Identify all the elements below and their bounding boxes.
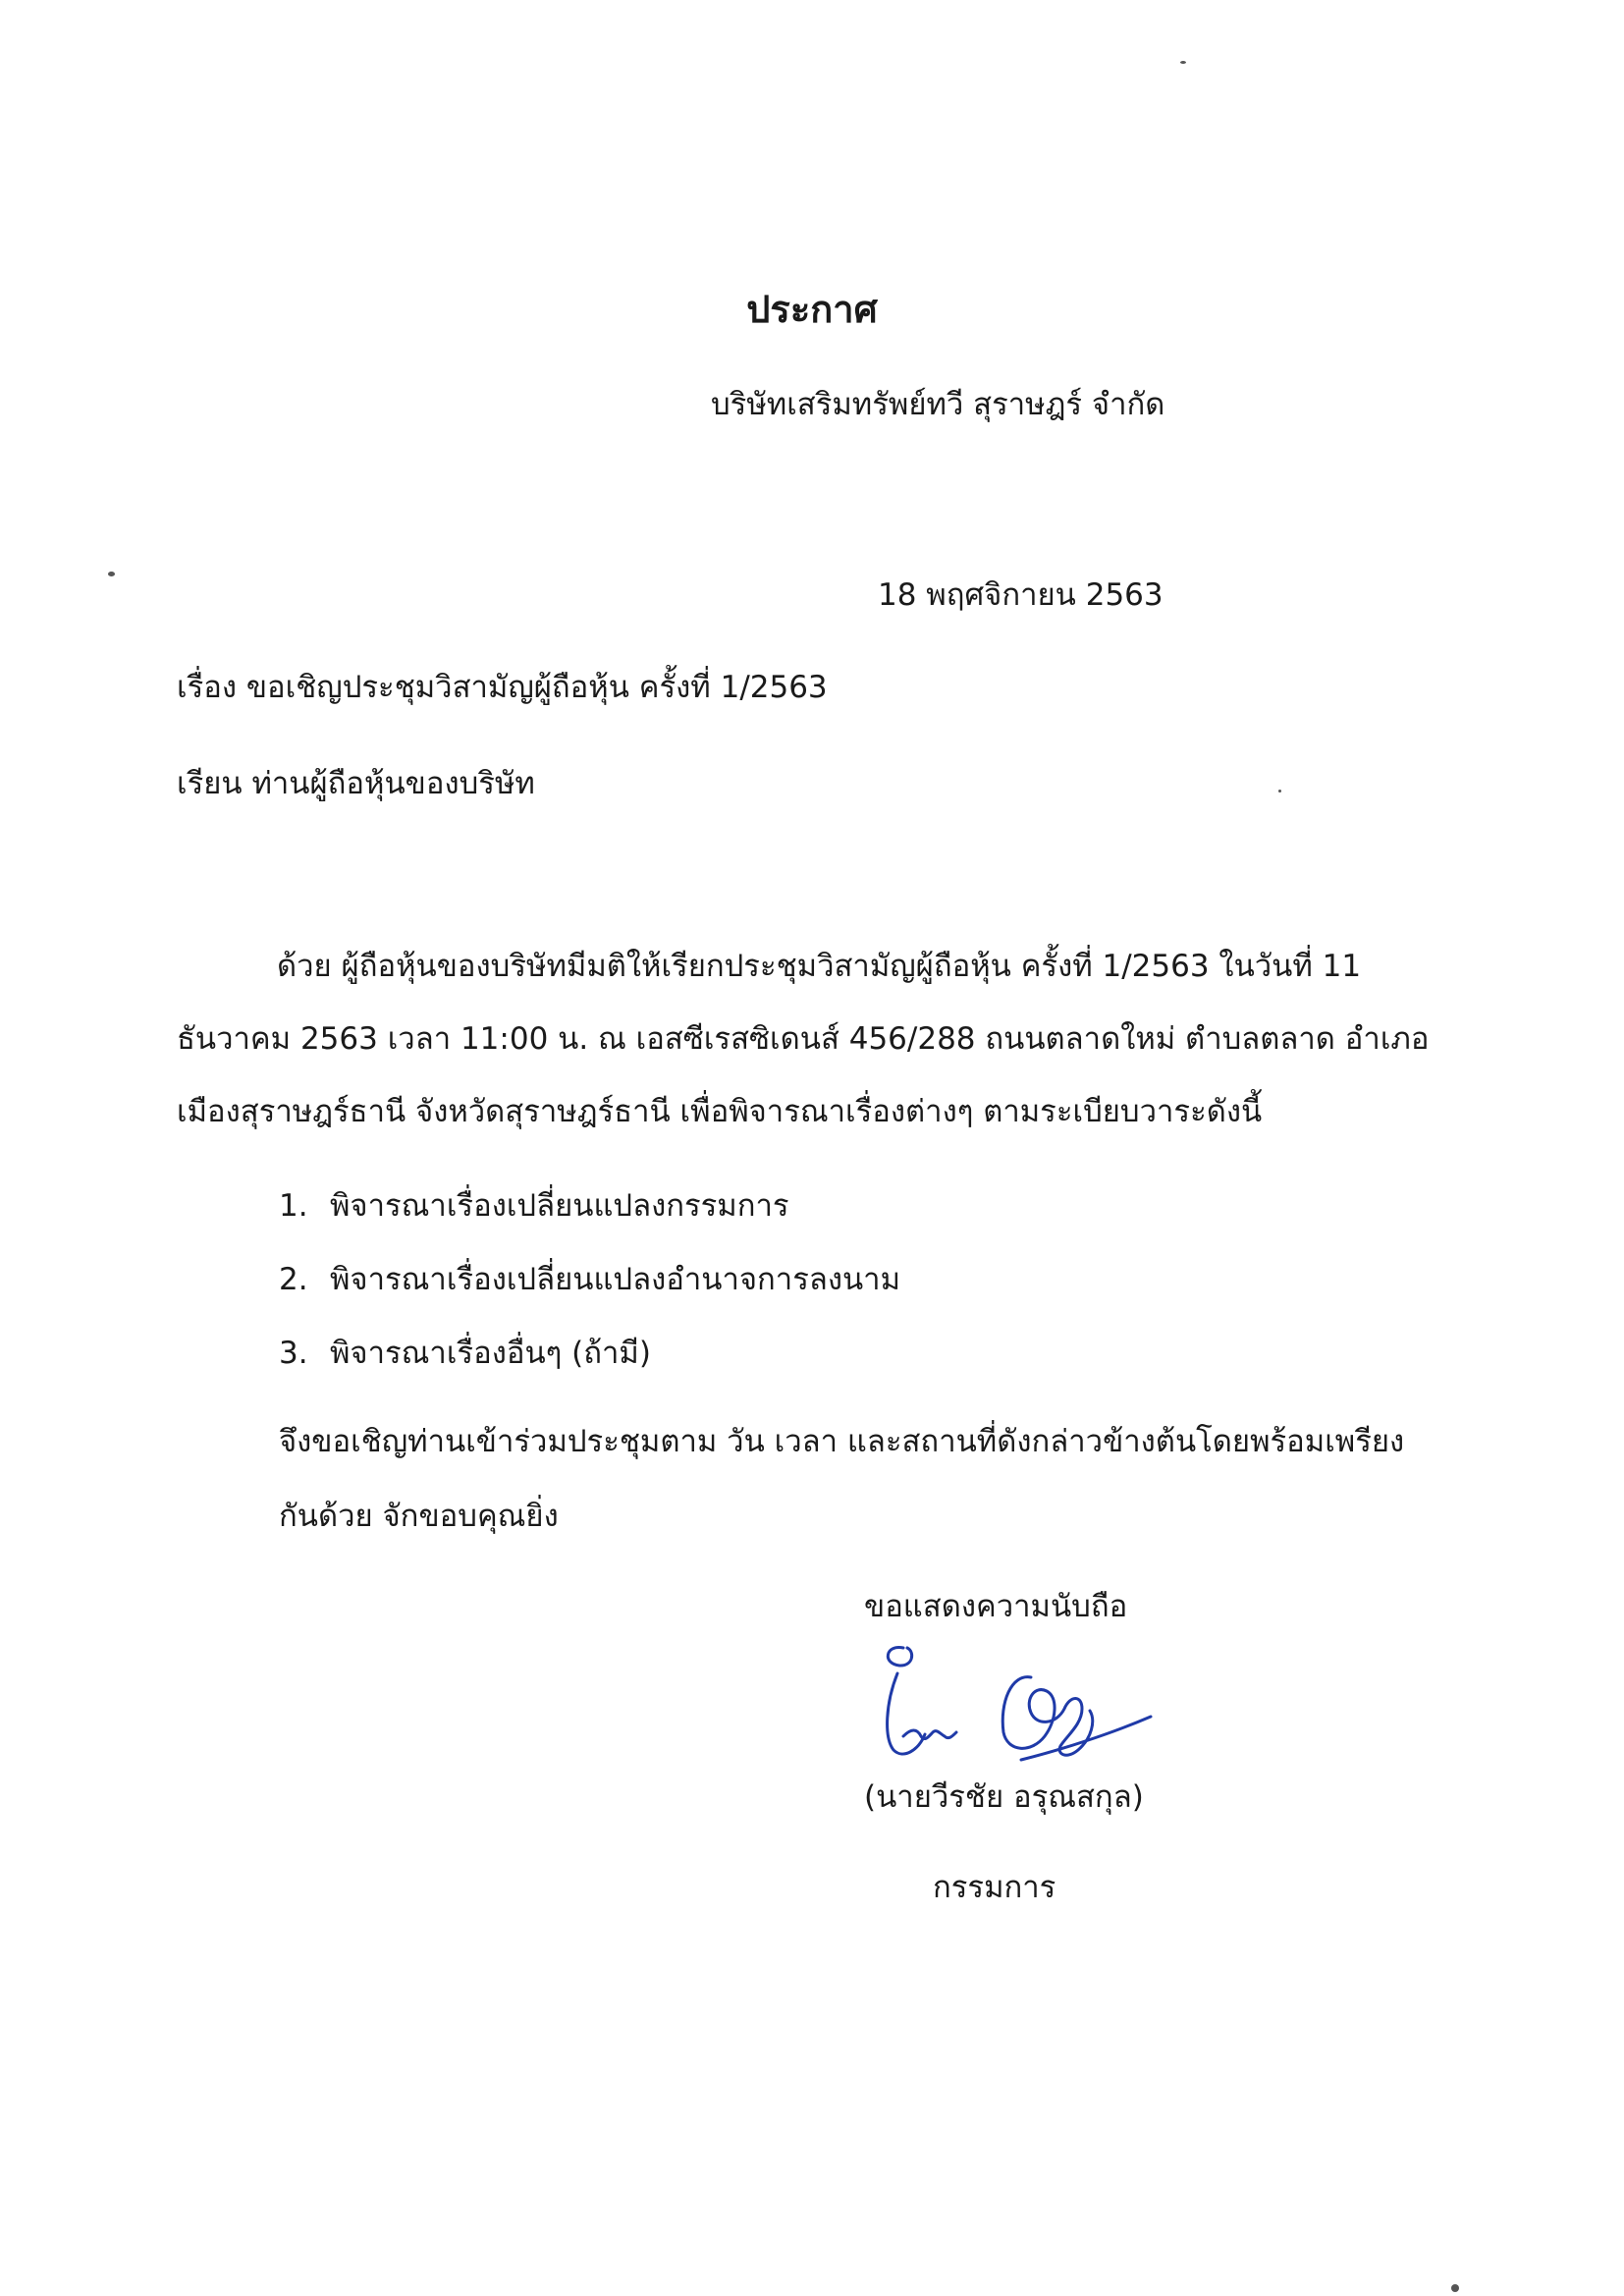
signature-strokes	[888, 1647, 1151, 1760]
agenda-text: พิจารณาเรื่องเปลี่ยนแปลงกรรมการ	[330, 1188, 789, 1224]
letter-subject: เรื่อง ขอเชิญประชุมวิสามัญผู้ถือหุ้น ครั้งที่ 1/2563	[177, 670, 828, 705]
agenda-number: 2.	[279, 1262, 308, 1297]
agenda-item	[279, 1186, 789, 1226]
company-name: บริษัทเสริมทรัพย์ทวี สุราษฎร์ จำกัด	[711, 387, 1165, 422]
letter-salutation: เรียน ท่านผู้ถือหุ้นของบริษัท	[177, 766, 535, 801]
signatory-name: (นายวีรชัย อรุณสกุล)	[864, 1779, 1144, 1815]
agenda-item	[279, 1260, 900, 1299]
agenda-text: พิจารณาเรื่องเปลี่ยนแปลงอำนาจการลงนาม	[330, 1262, 901, 1297]
handwritten-signature	[864, 1634, 1159, 1781]
scan-speck	[108, 572, 115, 576]
scan-speck	[1451, 2284, 1459, 2292]
agenda-text: พิจารณาเรื่องอื่นๆ (ถ้ามี)	[330, 1336, 651, 1371]
signatory-position: กรรมการ	[933, 1870, 1056, 1905]
letter-title: ประกาศ	[746, 288, 878, 331]
scan-speck	[1278, 790, 1281, 793]
body-line: เมืองสุราษฎร์ธานี จังหวัดสุราษฎร์ธานี เพื่อพิจารณาเรื่องต่างๆ ตามระเบียบวาระดังนี้	[177, 1094, 1263, 1129]
agenda-number: 3.	[279, 1336, 308, 1371]
body-line: ธันวาคม 2563 เวลา 11:00 น. ณ เอสซีเรสซิเดนส์ 456/288 ถนนตลาดใหม่ ตำบลตลาด อำเภอ	[177, 1021, 1430, 1057]
scan-speck	[1180, 61, 1186, 64]
closing-line: จึงขอเชิญท่านเข้าร่วมประชุมตาม วัน เวลา และสถานที่ดังกล่าวข้างต้นโดยพร้อมเพรียง	[279, 1424, 1405, 1459]
regards-text: ขอแสดงความนับถือ	[864, 1589, 1128, 1624]
agenda-item	[279, 1334, 651, 1373]
body-line: ด้วย ผู้ถือหุ้นของบริษัทมีมติให้เรียกประชุมวิสามัญผู้ถือหุ้น ครั้งที่ 1/2563 ในวันที่ 11	[277, 949, 1362, 984]
closing-line: กันด้วย จักขอบคุณยิ่ง	[279, 1499, 559, 1534]
agenda-number: 1.	[279, 1188, 308, 1224]
letter-date: 18 พฤศจิกายน 2563	[878, 577, 1164, 613]
